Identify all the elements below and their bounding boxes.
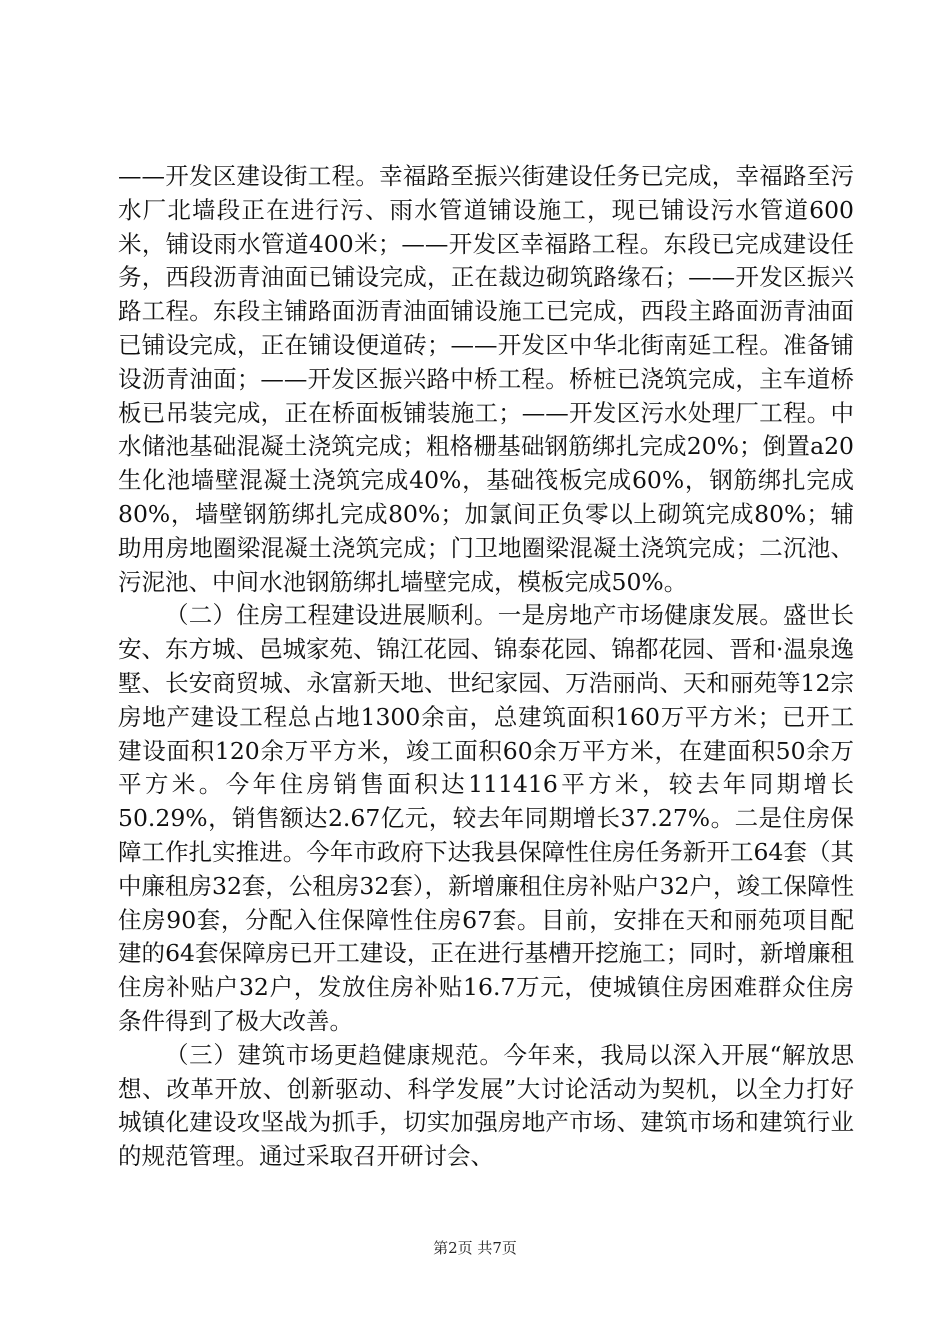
paragraph-housing-projects: （二）住房工程建设进展顺利。一是房地产市场健康发展。盛世长安、东方城、邑城家苑、锦江花园、锦泰花园、锦都花园、晋和·温泉逸墅、长安商贸城、永富新天地、世纪家园、万浩丽尚、天和丽苑等12宗房地产建设工程总占地1300余亩，总建筑面积160万平方米；已开工建设面积120余万平方米，竣工面积60余万平方米，在建面积50余万平方米。今年住房销售面积达111416平方米，较去年同期增长50.29%，销售额达2.67亿元，较去年同期增长37.27%。二是住房保障工作扎实推进。今年市政府下达我县保障性住房任务新开工64套（其中廉租房32套，公租房32套），新增廉租住房补贴户32户，竣工保障性住房90套，分配入住保障性住房67套。目前，安排在天和丽苑项目配建的64套保障房已开工建设，正在进行基槽开挖施工；同时，新增廉租住房补贴户32户，发放住房补贴16.7万元，使城镇住房困难群众住房条件得到了极大改善。 (118, 601, 854, 1035)
page-footer: 第2页 共7页 (433, 1239, 517, 1257)
paragraph-construction-market: （三）建筑市场更趋健康规范。今年来，我局以深入开展“解放思想、改革开放、创新驱动、科学发展”大讨论活动为契机，以全力打好城镇化建设攻坚战为抓手，切实加强房地产市场、建筑市场和建筑行业的规范管理。通过采取召开研讨会、 (118, 1040, 854, 1171)
paragraph-development-zone-projects: ——开发区建设街工程。幸福路至振兴街建设任务已完成，幸福路至污水厂北墙段正在进行污、雨水管道铺设施工，现已铺设污水管道600米，铺设雨水管道400米；——开发区幸福路工程。东段已完成建设任务，西段沥青油面已铺设完成，正在裁边砌筑路缘石；——开发区振兴路工程。东段主铺路面沥青油面铺设施工已完成，西段主路面沥青油面已铺设完成，正在铺设便道砖；——开发区中华北街南延工程。准备铺设沥青油面；——开发区振兴路中桥工程。桥桩已浇筑完成，主车道桥板已吊装完成，正在桥面板铺装施工；——开发区污水处理厂工程。中水储池基础混凝土浇筑完成；粗格栅基础钢筋绑扎完成20%；倒置a20生化池墙壁混凝土浇筑完成40%，基础筏板完成60%，钢筋绑扎完成80%，墙壁钢筋绑扎完成80%；加氯间正负零以上砌筑完成80%；辅助用房地圈梁混凝土浇筑完成；门卫地圈梁混凝土浇筑完成；二沉池、污泥池、中间水池钢筋绑扎墙壁完成，模板完成50%。 (118, 162, 854, 596)
document-body (118, 160, 854, 1174)
